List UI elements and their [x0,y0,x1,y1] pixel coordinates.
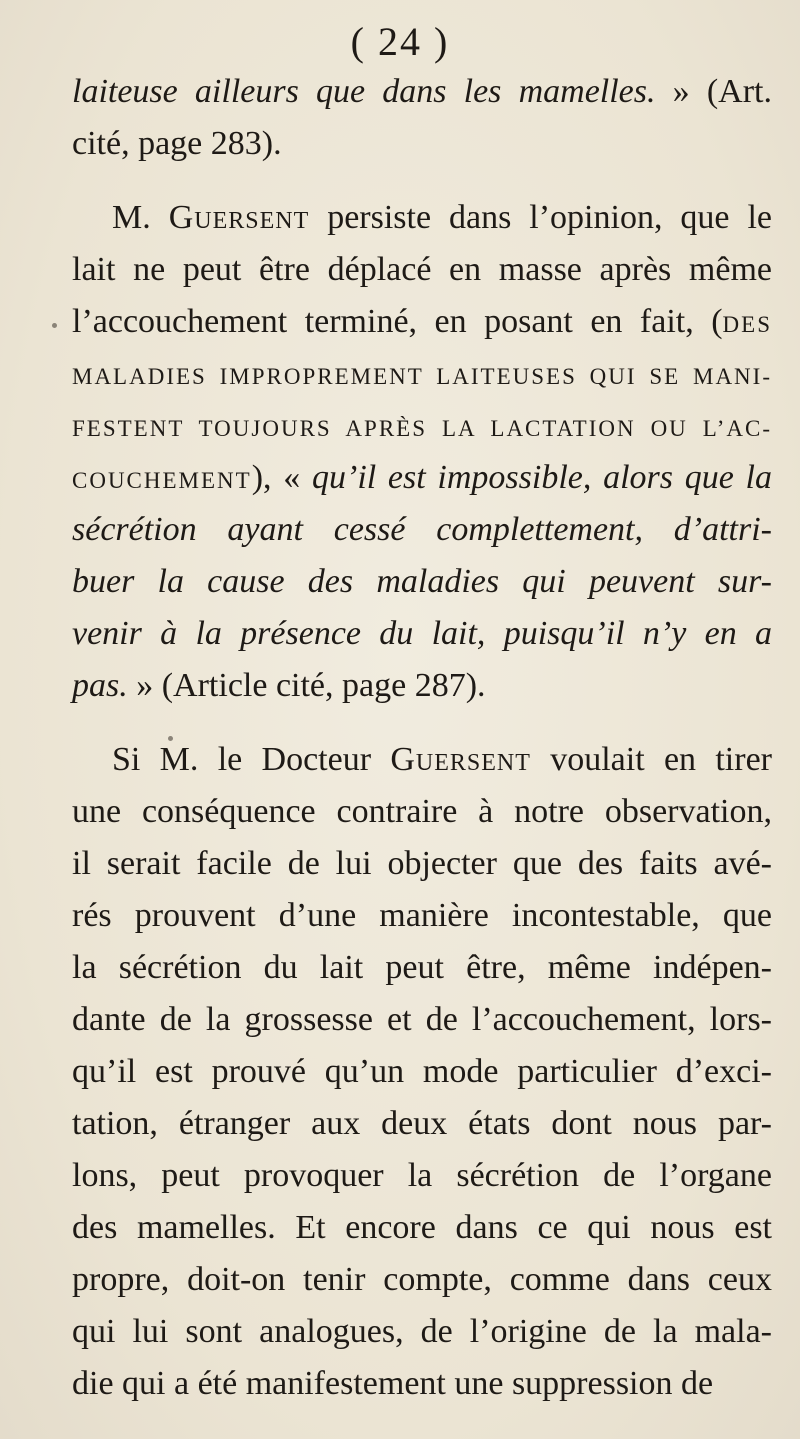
text-line [72,504,772,556]
text-line [72,890,772,942]
text-run: lons, peut provoquer la sécrétion de l’organe [72,1157,772,1194]
smallcaps-run: COUCHEMENT [72,468,252,493]
text-run: lait ne peut être déplacé en masse après même [72,251,772,288]
text-run: cité, page 283). [72,125,282,162]
text-line [72,1046,772,1098]
page-number: ( 24 ) [350,19,450,64]
text-run: l’accouchement terminé, en posant en fait, ( [72,303,723,340]
italic-run: sécrétion ayant cessé complettement, d’attri- [72,511,772,548]
paragraph-gap [72,170,772,192]
text-run: rés prouvent d’une manière incontestable, que [72,897,772,934]
text-line [72,994,772,1046]
ink-speck [52,323,57,328]
text-line [72,296,772,348]
text-line [72,66,772,118]
smallcaps-run: MALADIES IMPROPREMENT LAITEUSES QUI SE MANI- [72,364,772,389]
smallcaps-run: DES [722,312,772,337]
text-line [72,348,772,400]
text-line [72,244,772,296]
text-run: » (Article cité, page 287). [127,667,486,704]
smallcaps-run: Guersent [390,741,531,778]
text-run: Si M. le Docteur [112,741,391,778]
text-run: la sécrétion du lait peut être, même indépen- [72,949,772,986]
text-line [72,608,772,660]
paragraph-guersent-opinion [72,192,772,712]
text-line [72,660,772,712]
text-run: » (Art. [655,73,772,110]
text-run: il serait facile de lui objecter que des faits avé- [72,845,772,882]
smallcaps-run: FESTENT TOUJOURS APRÈS LA LACTATION OU L’AC- [72,416,772,441]
text-line [72,556,772,608]
text-run: dante de la grossesse et de l’accouchement, lors- [72,1001,772,1038]
text-line [72,838,772,890]
text-run: qui lui sont analogues, de l’origine de la mala- [72,1313,772,1350]
paragraph-gap [72,712,772,734]
text-line [72,942,772,994]
text-line [72,1358,772,1410]
text-run: une conséquence contraire à notre observation, [72,793,772,830]
text-run: propre, doit-on tenir compte, comme dans ceux [72,1261,772,1298]
text-line [72,734,772,786]
smallcaps-run: Guersent [168,199,310,236]
text-line [72,118,772,170]
italic-run: buer la cause des maladies qui peuvent sur- [72,563,772,600]
text-run: voulait en tirer [530,741,772,778]
text-line [72,1098,772,1150]
text-line [72,400,772,452]
text-line [72,1202,772,1254]
text-run: persiste dans l’opinion, que le [309,199,772,236]
ink-speck [168,736,173,741]
text-run: M. [112,199,169,236]
text-run: ), « [251,459,312,496]
italic-run: venir à la présence du lait, puisqu’il n’y en a [72,615,772,652]
text-run: die qui a été manifestement une suppression de [72,1365,714,1402]
italic-run: laiteuse ailleurs que dans les mamelles. [72,73,656,110]
text-run: qu’il est prouvé qu’un mode particulier d’exci- [72,1053,772,1090]
text-line [72,192,772,244]
paragraph-quote-end [72,66,772,170]
italic-run: qu’il est impossible, alors que la [312,459,772,496]
text-line [72,452,772,504]
italic-run: pas. [72,667,128,704]
text-run: tation, étranger aux deux états dont nous par- [72,1105,772,1142]
text-line [72,1254,772,1306]
text-line [72,786,772,838]
paragraph-reply [72,734,772,1410]
body-text [72,66,772,1410]
text-line [72,1306,772,1358]
text-run: des mamelles. Et encore dans ce qui nous est [72,1209,772,1246]
text-line [72,1150,772,1202]
